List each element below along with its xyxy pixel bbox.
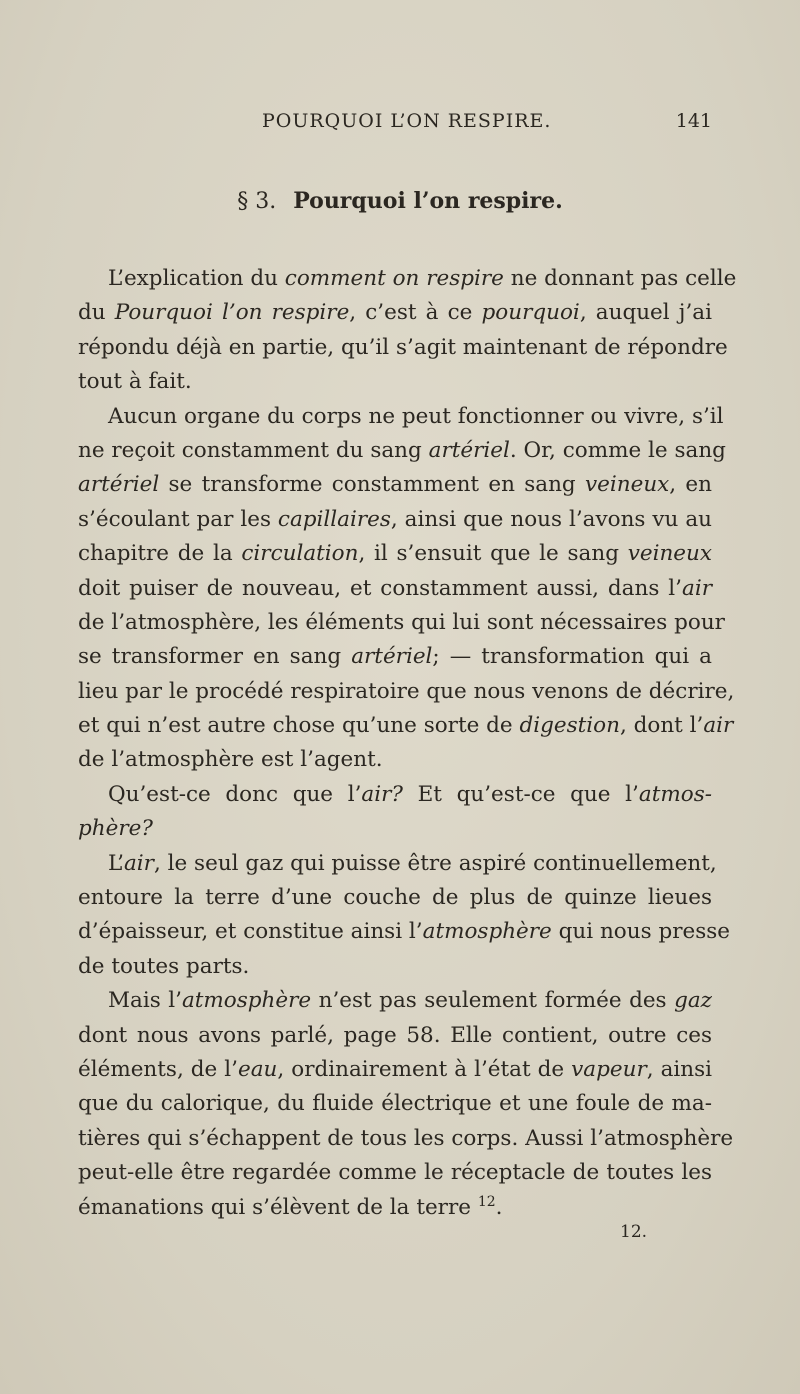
text-line: doit puiser de nouveau, et constamment aussi, dans l’air bbox=[78, 575, 712, 601]
section-mark: § 3. bbox=[237, 189, 277, 214]
text-line: dont nous avons parlé, page 58. Elle contient, outre ces bbox=[78, 1022, 712, 1048]
text-line: L’explication du comment on respire ne donnant pas celle bbox=[108, 266, 737, 291]
text-line: ne reçoit constamment du sang artériel. Or, comme le sang bbox=[78, 437, 726, 463]
text-line: de l’atmosphère est l’agent. bbox=[78, 747, 383, 773]
text-line: entoure la terre d’une couche de plus de quinze lieues bbox=[78, 885, 712, 911]
text-line: tout à fait. bbox=[78, 369, 192, 395]
text-line: tières qui s’échappent de tous les corps. Aussi l’atmosphère bbox=[78, 1125, 734, 1151]
text-line: Qu’est-ce donc que l’air? Et qu’est-ce que l’atmos- bbox=[108, 781, 712, 807]
text-line: de l’atmosphère, les éléments qui lui sont nécessaires pour bbox=[78, 609, 725, 635]
text-line: se transformer en sang artériel; — transformation qui a bbox=[78, 644, 712, 670]
text-line: Aucun organe du corps ne peut fonctionner ou vivre, s’il bbox=[108, 403, 724, 429]
text-line: Mais l’atmosphère n’est pas seulement formée des gaz bbox=[108, 988, 712, 1014]
page-number: 141 bbox=[675, 110, 712, 132]
text-line: éléments, de l’eau, ordinairement à l’état de vapeur, ainsi bbox=[78, 1056, 713, 1082]
text-line: et qui n’est autre chose qu’une sorte de digestion, dont l’air bbox=[78, 713, 734, 739]
text-line: d’épaisseur, et constitue ainsi l’atmosphère qui nous presse bbox=[78, 919, 731, 945]
text-line: du Pourquoi l’on respire, c’est à ce pourquoi, auquel j’ai bbox=[78, 300, 712, 326]
text-line: peut-elle être regardée comme le réceptacle de toutes les bbox=[78, 1160, 712, 1186]
section-heading bbox=[0, 188, 800, 214]
text-line: lieu par le procédé respiratoire que nous venons de décrire, bbox=[78, 678, 735, 704]
text-line: phère? bbox=[78, 816, 153, 842]
text-line: de toutes parts. bbox=[78, 953, 250, 979]
text-line: que du calorique, du fluide électrique et une foule de ma- bbox=[78, 1091, 712, 1117]
footnote-marker: 12. bbox=[620, 1222, 648, 1242]
text-line: L’air, le seul gaz qui puisse être aspiré continuellement, bbox=[108, 850, 717, 876]
page-header bbox=[78, 110, 712, 140]
text-line: s’écoulant par les capillaires, ainsi que nous l’avons vu au bbox=[78, 506, 712, 532]
running-title: POURQUOI L’ON RESPIRE. bbox=[262, 110, 552, 132]
text-line: émanations qui s’élèvent de la terre $^{12}$. bbox=[78, 1193, 503, 1220]
section-title: Pourquoi l’on respire. bbox=[293, 188, 563, 214]
body-text bbox=[78, 262, 737, 1225]
text-line: artériel se transforme constamment en sang veineux, en bbox=[78, 472, 712, 498]
text-line: répondu déjà en partie, qu’il s’agit maintenant de répondre bbox=[78, 334, 728, 360]
text-line: chapitre de la circulation, il s’ensuit que le sang veineux bbox=[78, 541, 712, 567]
